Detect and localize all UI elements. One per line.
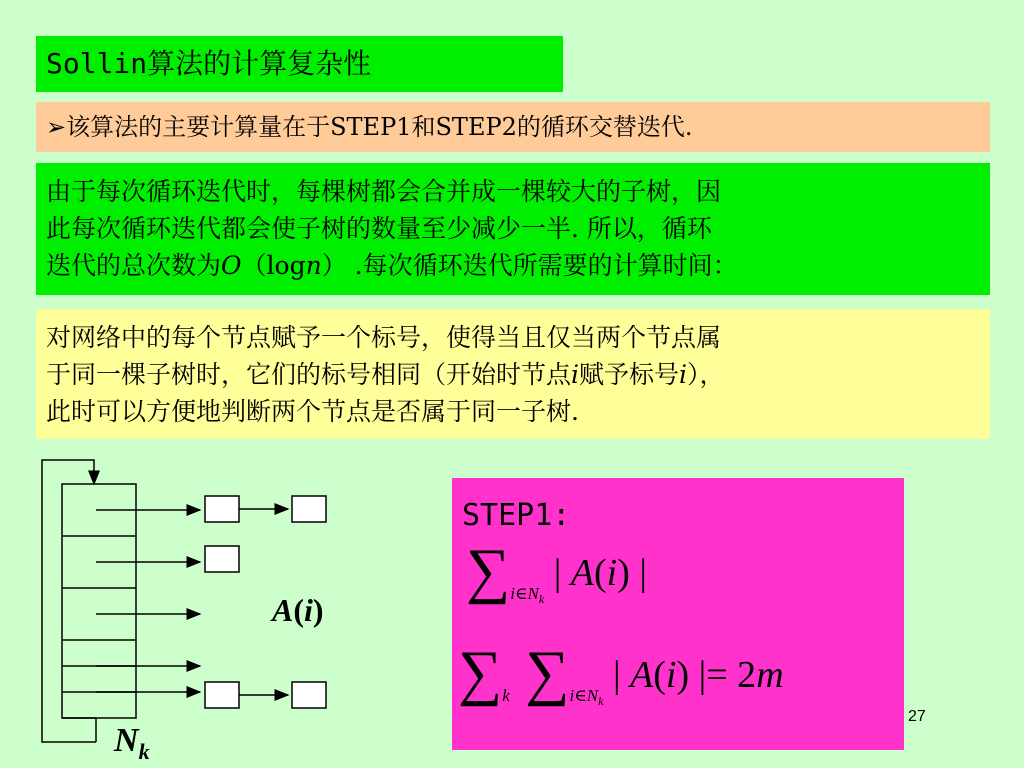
iteration-line-1: 由于每次循环迭代时，每棵树都会合并成一棵较大的子树，因	[46, 177, 722, 206]
double-sum-body-a: |	[603, 654, 631, 696]
double-sum-body-b: ) |= 2	[676, 654, 757, 696]
label-i-symbol: i	[679, 360, 688, 389]
sum-body-b: ) |	[617, 552, 647, 594]
node-array	[62, 484, 136, 718]
nk-n: N	[114, 722, 139, 759]
double-sum-body-i: i	[665, 654, 677, 696]
inner-sum-index-set: i∈N	[569, 686, 599, 705]
big-o-symbol: O	[221, 251, 242, 280]
sum-body-open: (	[594, 552, 607, 594]
slide-title-text: Sollin算法的计算复杂性	[46, 47, 372, 80]
nk-k: k	[138, 739, 150, 764]
outer-sum-symbol: ∑	[458, 639, 503, 707]
sum-body	[544, 552, 647, 594]
log-open: （log	[241, 251, 306, 280]
step-formula-box	[452, 478, 904, 750]
sum-index-k: k	[538, 592, 545, 606]
inner-sum-index-k: k	[598, 694, 604, 708]
page-number: 27	[908, 708, 926, 725]
double-sum-body-A: A	[630, 654, 654, 696]
sum-body-i: i	[606, 552, 618, 594]
double-sum-body	[603, 654, 783, 696]
outer-sum-index: k	[502, 686, 510, 705]
sum-index-set: i∈N	[510, 584, 539, 603]
adjacency-list-diagram	[0, 0, 450, 768]
labeling-line-2-a: 于同一棵子树时，它们的标号相同（开始时节点	[46, 360, 572, 389]
log-n-symbol: n	[305, 251, 322, 280]
labeling-line-3: 此时可以方便地判断两个节点是否属于同一子树.	[46, 397, 579, 426]
a-of-i-a: A	[272, 592, 294, 628]
double-sum-body-open: (	[653, 654, 666, 696]
sum-index	[510, 584, 545, 606]
labeling-line-2-c: ），	[687, 360, 725, 389]
labeling-line-2-b: 赋予标号	[579, 360, 680, 389]
labeling-line-1: 对网络中的每个节点赋予一个标号，使得当且仅当两个节点属	[46, 323, 722, 352]
array-pointers	[96, 510, 200, 692]
a-of-i-close: )	[312, 592, 324, 628]
intro-bullet-text: ➢该算法的主要计算量在于STEP1和STEP2的循环交替迭代.	[46, 113, 693, 141]
iteration-line-2: 此每次循环迭代都会使子树的数量至少减少一半. 所以，循环	[46, 214, 712, 243]
a-of-i-open: (	[293, 592, 304, 628]
nk-label	[114, 722, 150, 765]
loop-connector	[42, 460, 96, 742]
sum-symbol: ∑	[466, 537, 511, 605]
inner-sum-index	[569, 686, 604, 708]
double-sum-formula	[458, 638, 784, 709]
double-sum-body-m: m	[756, 654, 784, 696]
sum-body-a: |	[544, 552, 571, 594]
sum-body-A: A	[570, 552, 595, 594]
a-of-i-i: i	[304, 592, 313, 628]
iteration-line-3-start: 迭代的总次数为	[46, 251, 222, 280]
inner-sum-symbol: ∑	[509, 639, 570, 707]
a-of-i-label	[272, 592, 324, 629]
node-i-symbol: i	[571, 360, 580, 389]
step-label: STEP1:	[462, 498, 571, 533]
step1-sum-formula	[466, 536, 647, 607]
iteration-line-3-end: ） .每次循环迭代所需要的计算时间：	[321, 251, 738, 280]
